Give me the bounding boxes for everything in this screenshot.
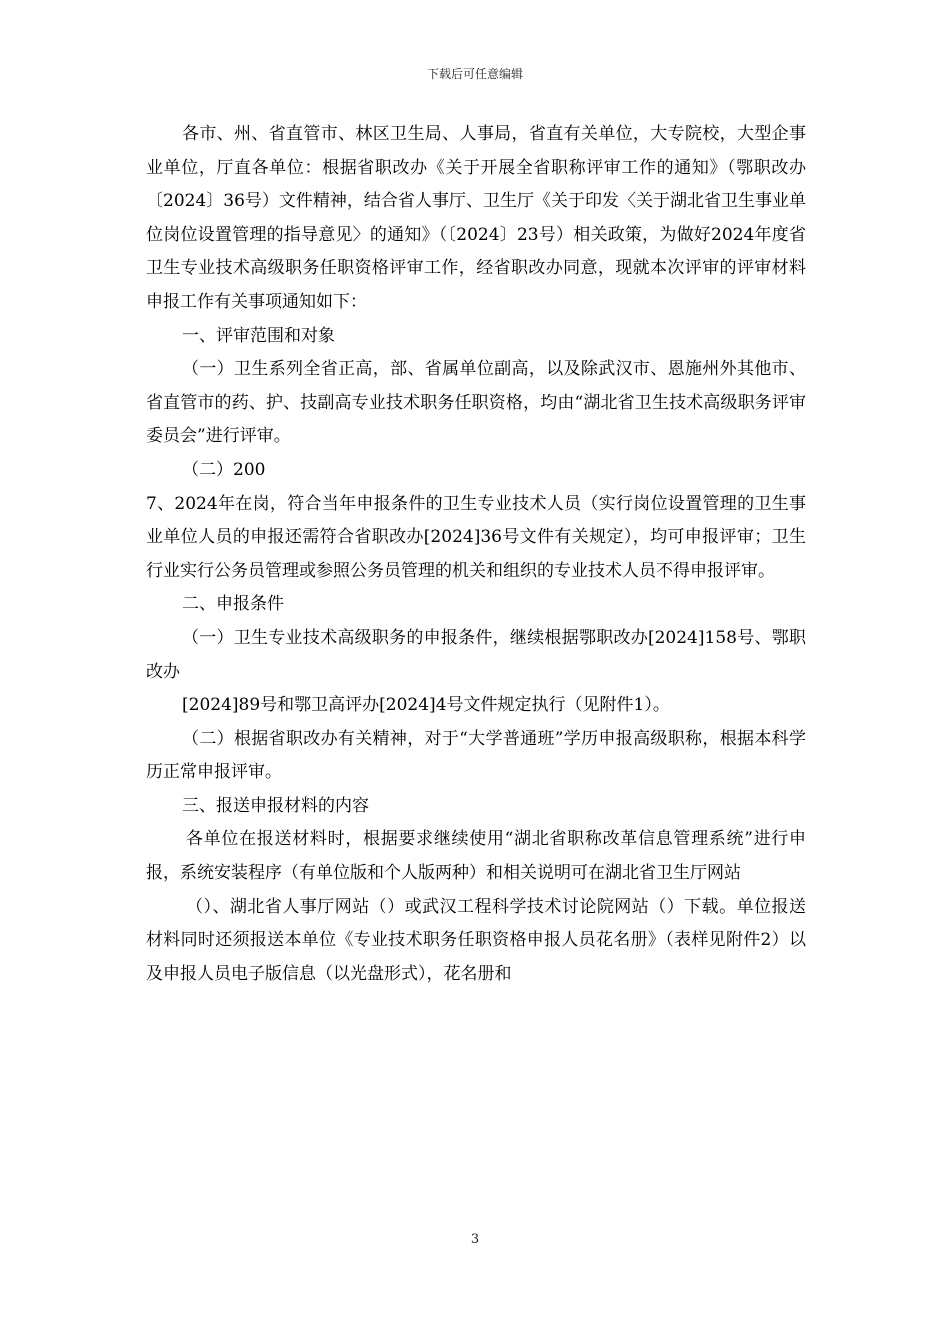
page-number: 3 [470, 1232, 480, 1247]
paragraph-2-1-cont: [2024]89号和鄂卫高评办[2024]4号文件规定执行（见附件1）。 [182, 695, 670, 716]
paragraph-1-2: （二）200 [182, 459, 266, 480]
paragraph-3-1-cont: （）、湖北省人事厅网站（）或武汉工程科学技术讨论院网站（）下载。单位报送材料同时还须报送本单位《专业技术职务任职资格申报人员花名册》（表样见附件2）以及申报人员电子版信息（以光盘形式），花名册和 [146, 896, 806, 984]
paragraph-3-1: 各单位在报送材料时，根据要求继续使用“湖北省职称改革信息管理系统”进行申报，系统安装程序（有单位版和个人版两种）和相关说明可在湖北省卫生厅网站 [146, 829, 806, 884]
document-body [146, 118, 806, 991]
paragraph-1-1: （一）卫生系列全省正高，部、省属单位副高，以及除武汉市、恩施州外其他市、省直管市的药、护、技副高专业技术职务任职资格，均由“湖北省卫生技术高级职务评审委员会”进行评审。 [146, 359, 806, 447]
intro-paragraph: 各市、州、省直管市、林区卫生局、人事局，省直有关单位，大专院校，大型企事业单位，厅直各单位：根据省职改办《关于开展全省职称评审工作的通知》（鄂职改办〔2024〕36号）文件精神，结合省人事厅、卫生厅《关于印发〈关于湖北省卫生事业单位岗位设置管理的指导意见〉的通知》（〔2024〕23号）相关政策，为做好2024年度省卫生专业技术高级职务任职资格评审工作，经省职改办同意，现就本次评审的评审材料申报工作有关事项通知如下： [146, 124, 806, 312]
paragraph-2-1: （一）卫生专业技术高级职务的申报条件，继续根据鄂职改办[2024]158号、鄂职改办 [146, 627, 806, 682]
section-heading-1: 一、评审范围和对象 [182, 325, 335, 346]
section-heading-2: 二、申报条件 [182, 594, 284, 615]
paragraph-2-2: （二）根据省职改办有关精神，对于“大学普通班”学历申报高级职称，根据本科学历正常申报评审。 [146, 728, 806, 783]
paragraph-1-2-cont: 7、2024年在岗，符合当年申报条件的卫生专业技术人员（实行岗位设置管理的卫生事业单位人员的申报还需符合省职改办[2024]36号文件有关规定），均可申报评审；卫生行业实行公务员管理或参照公务员管理的机关和组织的专业技术人员不得申报评审。 [146, 493, 806, 581]
section-heading-3: 三、报送申报材料的内容 [182, 795, 369, 816]
page-header: 下载后可任意编辑 [426, 67, 523, 81]
